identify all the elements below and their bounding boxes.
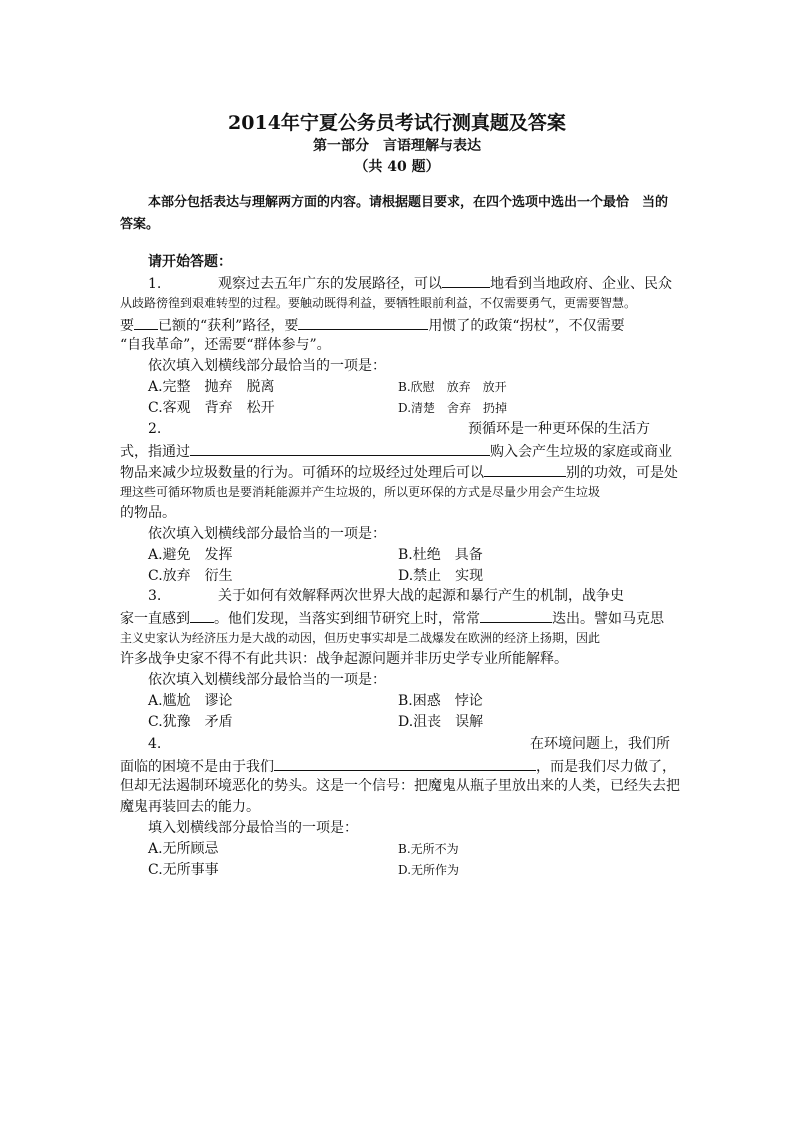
question-prompt: 依次填入划横线部分最恰当的一项是： bbox=[148, 526, 386, 542]
question-text-line: 但却无法遏制环境恶化的势头。这是一个信号：把魔鬼从瓶子里放出来的人类，已经失去把 bbox=[120, 778, 680, 794]
question-text-line: “自我革命”，还需要“群体参与”。 bbox=[120, 337, 331, 353]
question-number: 3. bbox=[148, 588, 162, 604]
option-c: C.犹豫 矛盾 bbox=[148, 714, 233, 730]
options-row bbox=[120, 691, 682, 712]
part-heading: 第一部分 言语理解与表达 bbox=[313, 138, 481, 154]
options-row bbox=[120, 712, 682, 733]
options-row bbox=[120, 545, 682, 566]
option-c: C.客观 背弃 松开 bbox=[148, 400, 275, 416]
option-b: B.困惑 悖论 bbox=[398, 693, 483, 709]
options-row bbox=[120, 377, 682, 398]
question-count: （共 40 题） bbox=[354, 159, 440, 175]
question-number: 2. bbox=[148, 421, 162, 437]
start-label: 请开始答题： bbox=[148, 254, 232, 270]
answer-blank bbox=[442, 272, 490, 288]
option-c: C.放弃 衍生 bbox=[148, 568, 233, 584]
question-text-line: 魔鬼再装回去的能力。 bbox=[120, 799, 260, 815]
option-d: D.无所作为 bbox=[398, 863, 460, 877]
option-d: D.沮丧 误解 bbox=[398, 714, 484, 730]
options-row bbox=[120, 839, 682, 860]
document-title: 2014年宁夏公务员考试行测真题及答案 bbox=[228, 112, 566, 134]
option-a: A.尴尬 谬论 bbox=[148, 693, 233, 709]
answer-blank bbox=[274, 755, 536, 771]
question-text-line: 的物品。 bbox=[120, 505, 176, 521]
question-text-line: 理这些可循环物质也是要消耗能源并产生垃圾的，所以更环保的方式是尽量少用会产生垃圾 bbox=[120, 485, 601, 499]
question-text-line: 许多战争史家不得不有此共识：战争起源问题并非历史学专业所能解释。 bbox=[120, 651, 568, 667]
question-prompt: 填入划横线部分最恰当的一项是： bbox=[148, 820, 358, 836]
option-b: B.无所不为 bbox=[398, 842, 459, 856]
question-text-line: 从歧路徬徨到艰难转型的过程。要触动既得利益，要牺牲眼前利益，不仅需要勇气，更需要智慧。 bbox=[120, 296, 637, 310]
option-c: C.无所事事 bbox=[148, 862, 219, 878]
answer-blank bbox=[480, 607, 552, 623]
question-prompt: 依次填入划横线部分最恰当的一项是： bbox=[148, 672, 386, 688]
answer-blank bbox=[298, 314, 428, 330]
option-a: A.完整 抛弃 脱离 bbox=[148, 379, 275, 395]
question-2: 2. 预循环是一种更环保的生活方 式，指通过 购入会产生垃圾的家庭或商业 物品来减少垃圾数量的行为。可循环的垃圾经过处理后可以 别的功效，可是处 理这些可循环物质也是要消耗能源并产生垃圾的，所以更环保的方式是尽量少用会产生垃圾 的物品。 依次填入划横线部分最恰当的一项是： A.避免 发挥 B.杜绝 具备 C.放弃 衍生 D.禁止 实现 bbox=[120, 419, 682, 587]
question-4: 4. 在环境问题上，我们所 面临的困境不是由于我们 ，而是我们尽力做了， 但却无法遏制环境恶化的势头。这是一个信号：把魔鬼从瓶子里放出来的人类，已经失去把 魔鬼再装回去的能力。 填入划横线部分最恰当的一项是： A.无所顾忌 B.无所不为 C.无所事事 D.无所作为 bbox=[120, 734, 682, 881]
option-b: B.杜绝 具备 bbox=[398, 547, 483, 563]
answer-blank bbox=[190, 607, 214, 623]
question-1: 1. 观察过去五年广东的发展路径，可以 地看到当地政府、企业、民众 从歧路徬徨到艰难转型的过程。要触动既得利益，要牺牲眼前利益，不仅需要勇气，更需要智慧。 要 已额的“获利”路径，要 用惯了的政策“拐杖”，不仅需要 “自我革命”，还需要“群体参与”。 依次填入划横线部分最恰当的一项是： A.完整 抛弃 脱离 B.欣慰 放弃 放开 C.客观 背弃 松开 D.清楚 舍弃 扔掉 bbox=[120, 272, 682, 419]
option-b: B.欣慰 放弃 放开 bbox=[398, 380, 507, 394]
question-number: 4. bbox=[148, 736, 162, 752]
question-prompt: 依次填入划横线部分最恰当的一项是： bbox=[148, 358, 386, 374]
option-a: A.避免 发挥 bbox=[148, 547, 233, 563]
option-a: A.无所顾忌 bbox=[148, 841, 219, 857]
option-d: D.禁止 实现 bbox=[398, 568, 484, 584]
question-number: 1. bbox=[148, 276, 162, 292]
instructions-paragraph: 本部分包括表达与理解两方面的内容。请根据题目要求，在四个选项中选出一个最恰 当的答案。 bbox=[120, 195, 669, 232]
answer-blank bbox=[484, 461, 566, 477]
option-d: D.清楚 舍弃 扔掉 bbox=[398, 401, 508, 415]
answer-blank bbox=[190, 440, 490, 456]
question-text-line: 主义史家认为经济压力是大战的动因，但历史事实却是二战爆发在欧洲的经济上扬期，因此 bbox=[120, 631, 601, 645]
question-3: 3. 关于如何有效解释两次世界大战的起源和暴行产生的机制，战争史 家一直感到 。他们发现，当落实到细节研究上时，常常 迭出。譬如马克思 主义史家认为经济压力是大战的动因，但历史事实却是二战爆发在欧洲的经济上扬期，因此 许多战争史家不得不有此共识：战争起源问题并非历史学专业所能解释。 依次填入划横线部分最恰当的一项是： A.尴尬 谬论 B.困惑 悖论 C.犹豫 矛盾 D.沮丧 误解 bbox=[120, 586, 682, 733]
answer-blank bbox=[134, 314, 158, 330]
options-row bbox=[120, 860, 682, 881]
options-row bbox=[120, 566, 682, 587]
options-row bbox=[120, 398, 682, 419]
